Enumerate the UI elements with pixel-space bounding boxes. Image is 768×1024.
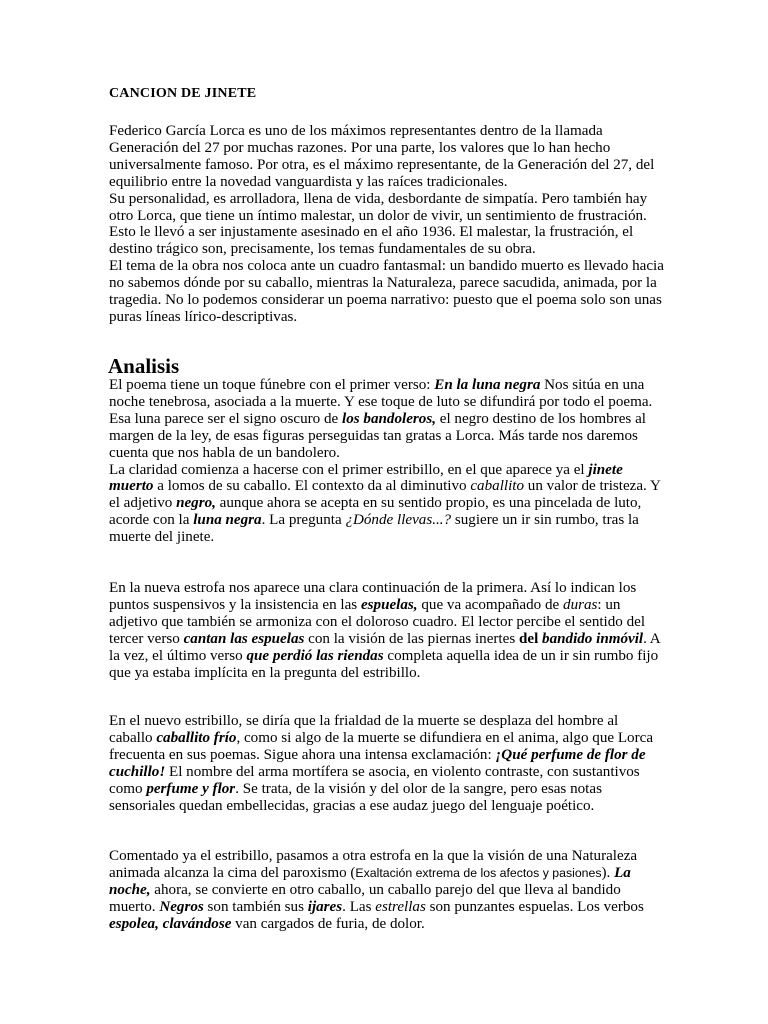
emphasis-text: bandido inmóvil: [542, 630, 644, 647]
emphasis-text: estrellas: [375, 898, 426, 915]
body-text: ).: [601, 864, 615, 881]
body-text: el negro destino de los hombres al margen de la ley, de esas figuras perseguidas tan gratas a Lorca. Más tarde nos daremos cuenta que nos habla de un bandolero.: [109, 410, 646, 461]
emphasis-text: luna negra: [193, 512, 262, 529]
analisis-paragraph: [109, 377, 665, 546]
body-text: En la nueva estrofa nos aparece una clara continuación de la primera. Así lo indican los puntos suspensivos y la insistencia en las: [109, 580, 637, 613]
emphasis-text: duras: [563, 596, 598, 613]
body-text: El poema tiene un toque fúnebre con el primer verso:: [109, 377, 435, 393]
intro-paragraph: [109, 123, 665, 326]
body-text: que va acompañado de: [417, 596, 564, 613]
body-text: En el nuevo estribillo, se diría que la frialdad de la muerte se desplaza del hombre al caballo: [109, 713, 619, 746]
body-text: son punzantes espuelas. Los verbos: [425, 898, 644, 915]
paragraph-espuelas: [109, 580, 665, 681]
body-text: : un adjetivo que también se armoniza con el doloroso cuadro. El lector percibe el sentido del tercer verso: [109, 596, 646, 647]
document-title: CANCION DE JINETE: [109, 86, 257, 101]
emphasis-text: Negros: [159, 898, 204, 915]
emphasis-text: espolea, clavándose: [109, 915, 232, 932]
emphasis-text: del: [518, 630, 543, 647]
emphasis-text: negro,: [176, 495, 216, 512]
emphasis-text: La noche,: [109, 864, 631, 898]
body-text: El tema de la obra nos coloca ante un cuadro fantasmal: un bandido muerto es llevado hacia no sabemos dónde por su caballo, mientras la Naturaleza, parece sacudida, animada, por la tragedia. No lo podemos considerar un poema narrativo: puesto que el poema solo son unas puras líneas lírico-descriptivas.: [109, 258, 664, 325]
emphasis-text: ¿Dónde llevas...?: [345, 512, 452, 529]
emphasis-text: ijares: [307, 898, 343, 915]
body-text: . Se trata, de la visión y del olor de la sangre, pero esas notas sensoriales quedan embellecidas, gracias a ese audaz juego del lenguaje poético.: [109, 780, 602, 814]
body-text: son también sus: [203, 898, 308, 915]
body-text: El nombre del arma mortífera se asocia, en violento contraste, con sustantivos como: [109, 763, 640, 797]
body-text: . La pregunta: [261, 512, 346, 529]
emphasis-text: perfume y flor: [146, 780, 236, 797]
emphasis-text: espuelas,: [360, 596, 418, 613]
emphasis-text: caballito: [470, 478, 525, 495]
body-text: Federico García Lorca es uno de los máximos representantes dentro de la llamada Generación del 27 por muchas razones. Por una parte, los valores que lo han hecho universalmente famoso. Por otra, es el máximo representante, de la Generación del 27, del equilibrio entre la novedad vanguardista y las raíces tradicionales.: [109, 123, 655, 190]
emphasis-text: ¡Qué perfume de flor de cuchillo!: [109, 746, 646, 780]
emphasis-text: jinete muerto: [109, 461, 623, 495]
body-text: aunque ahora se acepta en su sentido propio, es una pincelada de luto, acorde con la: [109, 495, 642, 529]
emphasis-text: Exaltación extrema de los afectos y pasiones: [355, 865, 602, 880]
body-text: completa aquella idea de un ir sin rumbo fijo que ya estaba implícita en la pregunta del estribillo.: [109, 647, 659, 681]
body-text: La claridad comienza a hacerse con el primer estribillo, en el que aparece ya el: [109, 461, 589, 478]
emphasis-text: cantan las espuelas: [183, 630, 305, 647]
emphasis-text: que perdió las riendas: [246, 647, 384, 664]
emphasis-text: caballito frío: [156, 729, 237, 746]
emphasis-text: En la luna negra: [434, 377, 541, 393]
body-text: con la visión de las piernas inertes: [304, 630, 519, 647]
body-text: ahora, se convierte en otro caballo, un caballo parejo del que lleva al bandido muerto.: [109, 881, 621, 915]
body-text: Comentado ya el estribillo, pasamos a otra estrofa en la que la visión de una Naturaleza animada alcanza la cima del paroxismo (: [109, 848, 638, 881]
body-text: , como si algo de la muerte se difundiera en el anima, algo que Lorca frecuenta en sus poemas. Sigue ahora una intensa exclamación:: [109, 729, 654, 763]
analisis-heading: Analisis: [108, 354, 180, 378]
body-text: Su personalidad, es arrolladora, llena de vida, desbordante de simpatía. Pero también hay otro Lorca, que tiene un íntimo malestar, un dolor de vivir, un sentimiento de frustración. Esto le llevó a ser injustamente asesinado en el año 1936. El malestar, la frustración, el destino trágico son, precisamente, los temas fundamentales de su obra.: [109, 190, 648, 258]
body-text: Nos sitúa en una noche tenebrosa, asociada a la muerte. Y ese toque de luto se difundirá por todo el poema. Esa luna parece ser el signo oscuro de: [109, 377, 653, 427]
body-text: a lomos de su caballo. El contexto da al diminutivo: [153, 478, 471, 495]
emphasis-text: los bandoleros,: [342, 410, 436, 427]
body-text: . A la vez, el último verso: [109, 630, 660, 664]
body-text: . Las: [342, 898, 376, 915]
body-text: van cargados de furia, de dolor.: [231, 915, 425, 932]
body-text: un valor de tristeza. Y el adjetivo: [109, 478, 661, 512]
paragraph-naturaleza: [109, 848, 665, 933]
body-text: sugiere un ir sin rumbo, tras la muerte del jinete.: [109, 512, 639, 546]
paragraph-estribillo: [109, 713, 665, 814]
